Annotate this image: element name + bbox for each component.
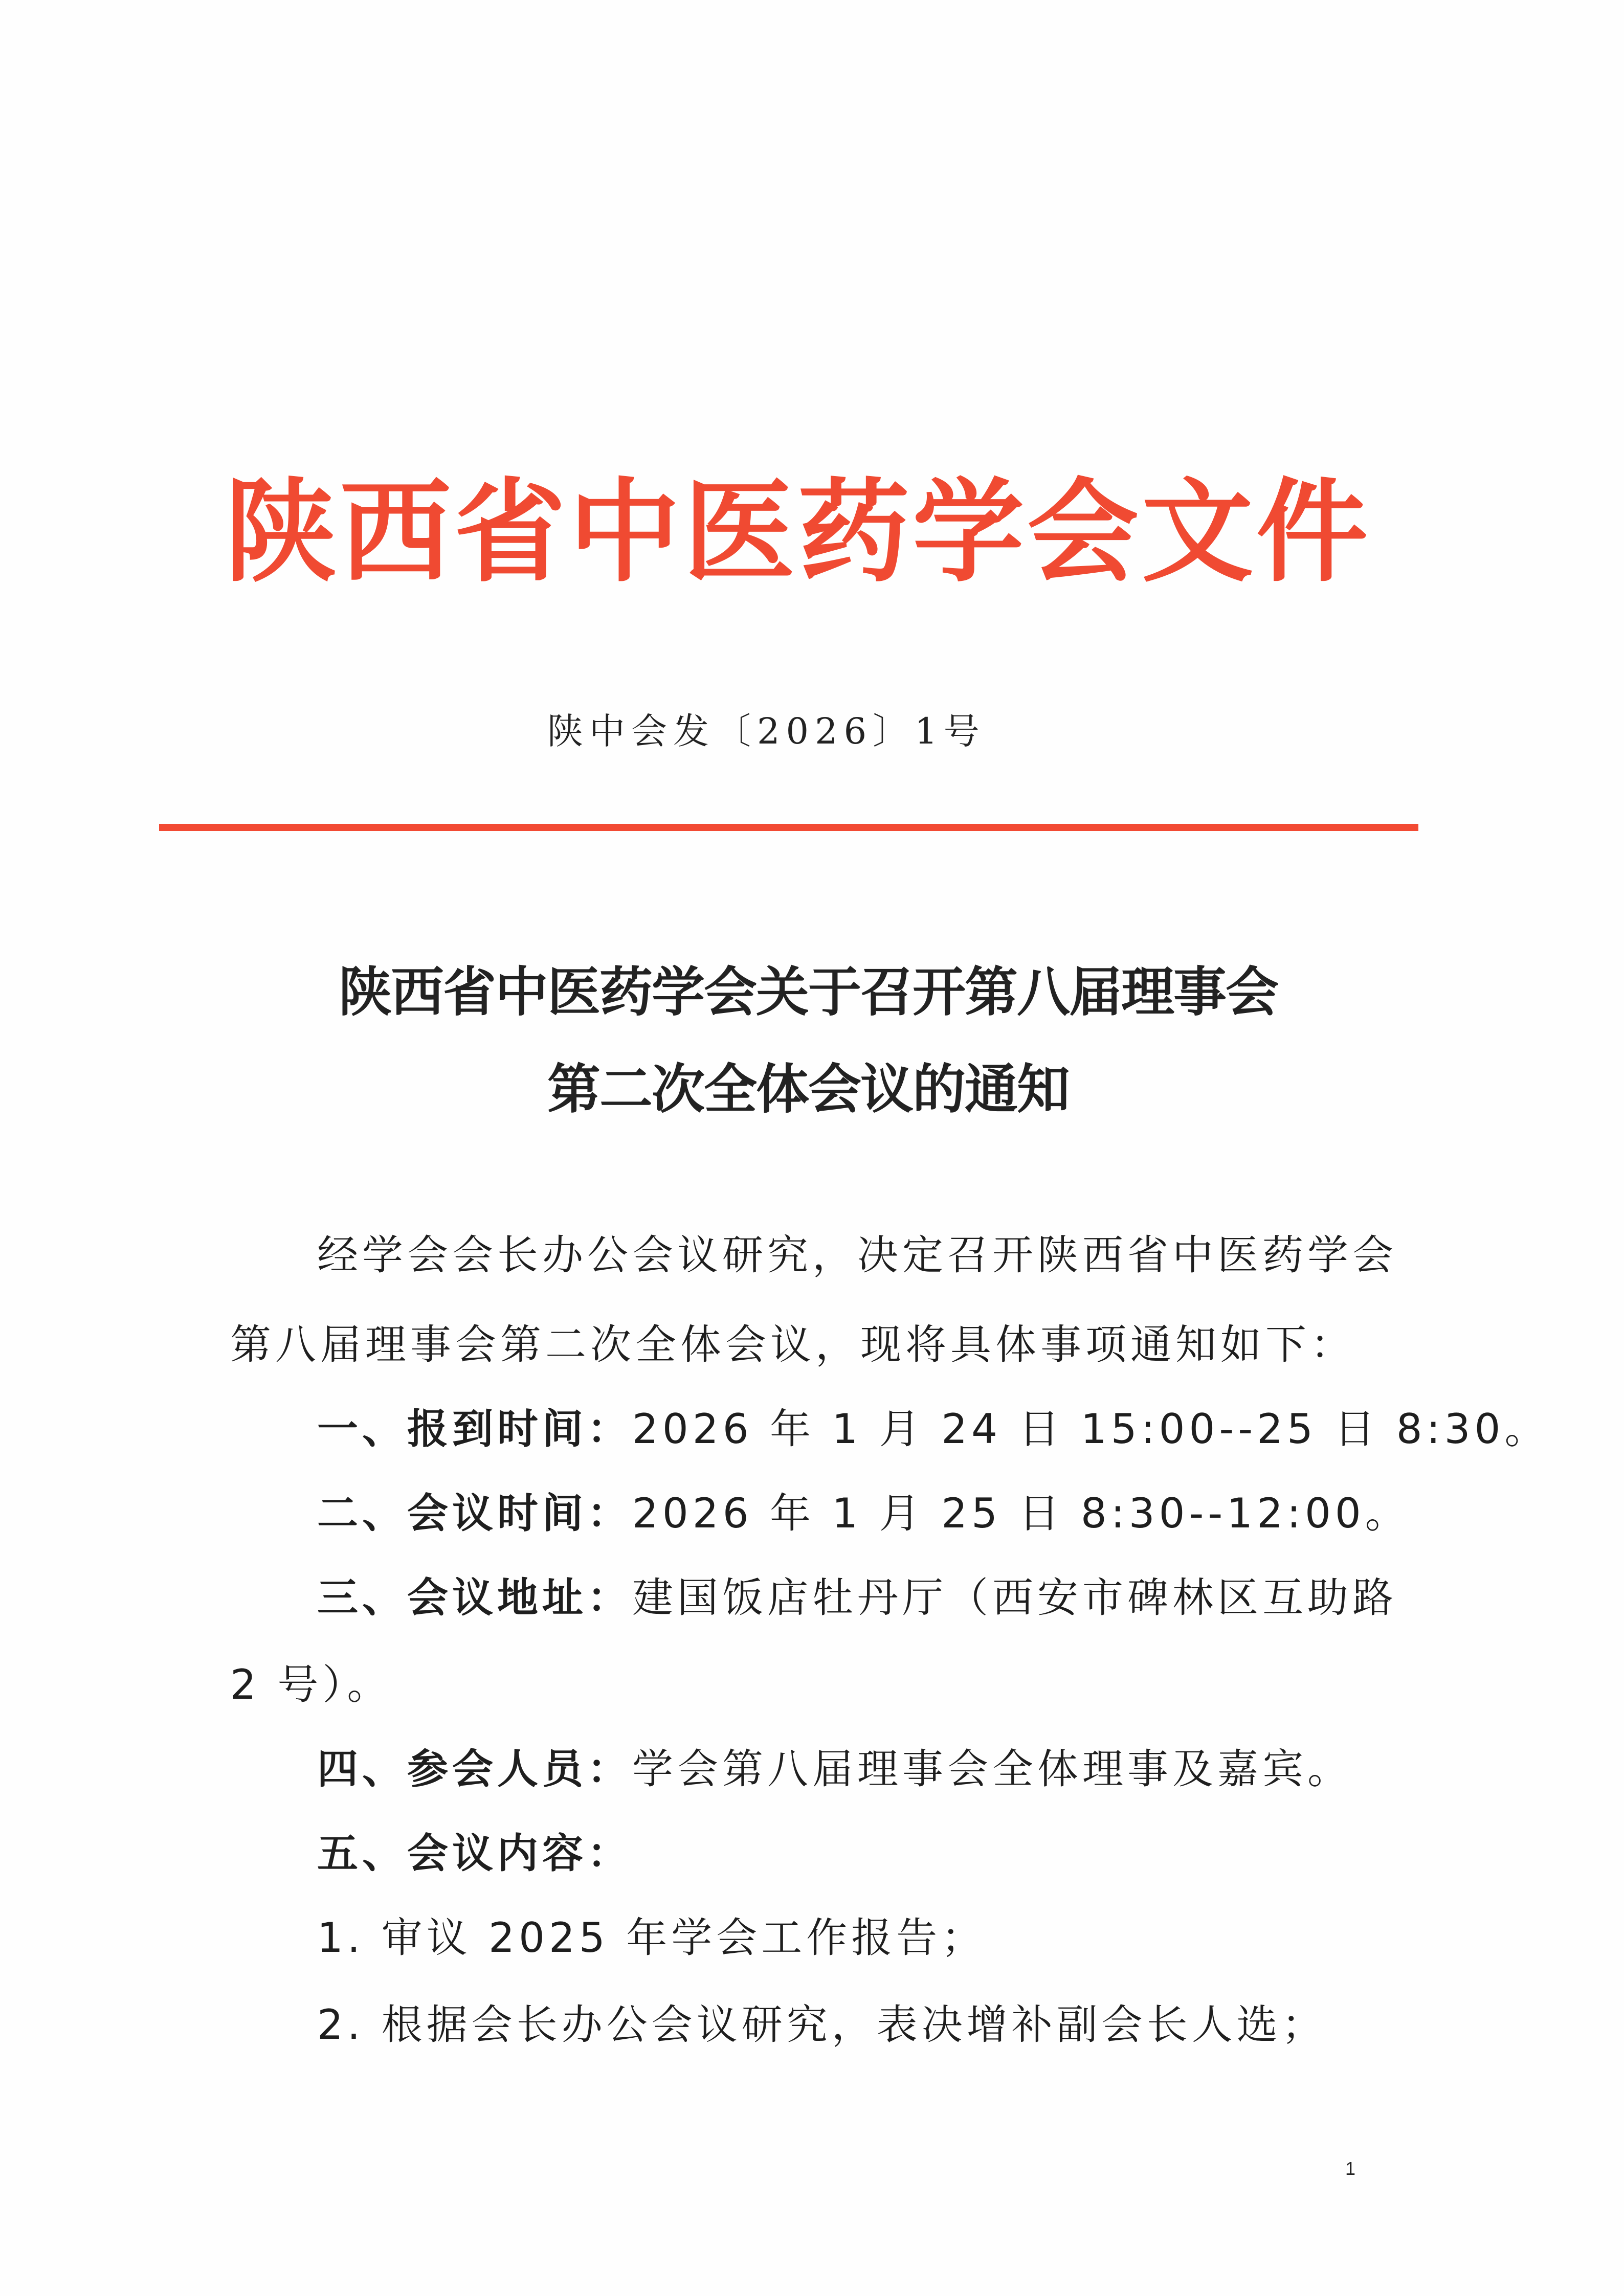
- notice-title-line-1: 陕西省中医药学会关于召开第八届理事会: [338, 961, 1278, 1023]
- item-label: 一、报到时间：: [317, 1405, 632, 1453]
- item-registration-time: [317, 1399, 1550, 1460]
- item-label: 二、会议时间：: [317, 1490, 632, 1537]
- masthead-title: 陕西省中医药学会文件: [225, 466, 1371, 597]
- agenda-item-1: 1. 审议 2025 年学会工作报告；: [317, 1914, 987, 1962]
- item-label: 四、参会人员：: [317, 1745, 632, 1793]
- page-number: 1: [1345, 2158, 1356, 2179]
- item-meeting-address-continuation: 2 号）。: [230, 1661, 392, 1708]
- agenda-item-2: 2. 根据会长办公会议研究，表决增补副会长人选；: [317, 2001, 1327, 2049]
- intro-line-1: 经学会会长办公会议研究，决定召开陕西省中医药学会: [317, 1231, 1397, 1279]
- item-meeting-address: [317, 1567, 1504, 1629]
- item-value: 建国饭店牡丹厅（西安市碑林区互助路: [632, 1574, 1397, 1622]
- item-value: 2026 年 1 月 24 日 15:00--25 日 8:30。: [632, 1405, 1550, 1453]
- intro-line-2: 第八届理事会第二次全体会议，现将具体事项通知如下：: [230, 1321, 1355, 1368]
- notice-title-line-2: 第二次全体会议的通知: [547, 1058, 1069, 1120]
- item-value: 2026 年 1 月 25 日 8:30--12:00。: [632, 1490, 1410, 1537]
- document-number: 陕中会发〔2026〕1号: [547, 710, 986, 752]
- red-divider-rule: [159, 824, 1418, 831]
- item-meeting-content: [317, 1823, 1504, 1884]
- item-label: 五、会议内容：: [317, 1830, 632, 1877]
- item-meeting-time: [317, 1483, 1504, 1544]
- item-value: 学会第八届理事会全体理事及嘉宾。: [632, 1745, 1352, 1793]
- item-label: 三、会议地址：: [317, 1574, 632, 1622]
- item-attendees: [317, 1739, 1504, 1800]
